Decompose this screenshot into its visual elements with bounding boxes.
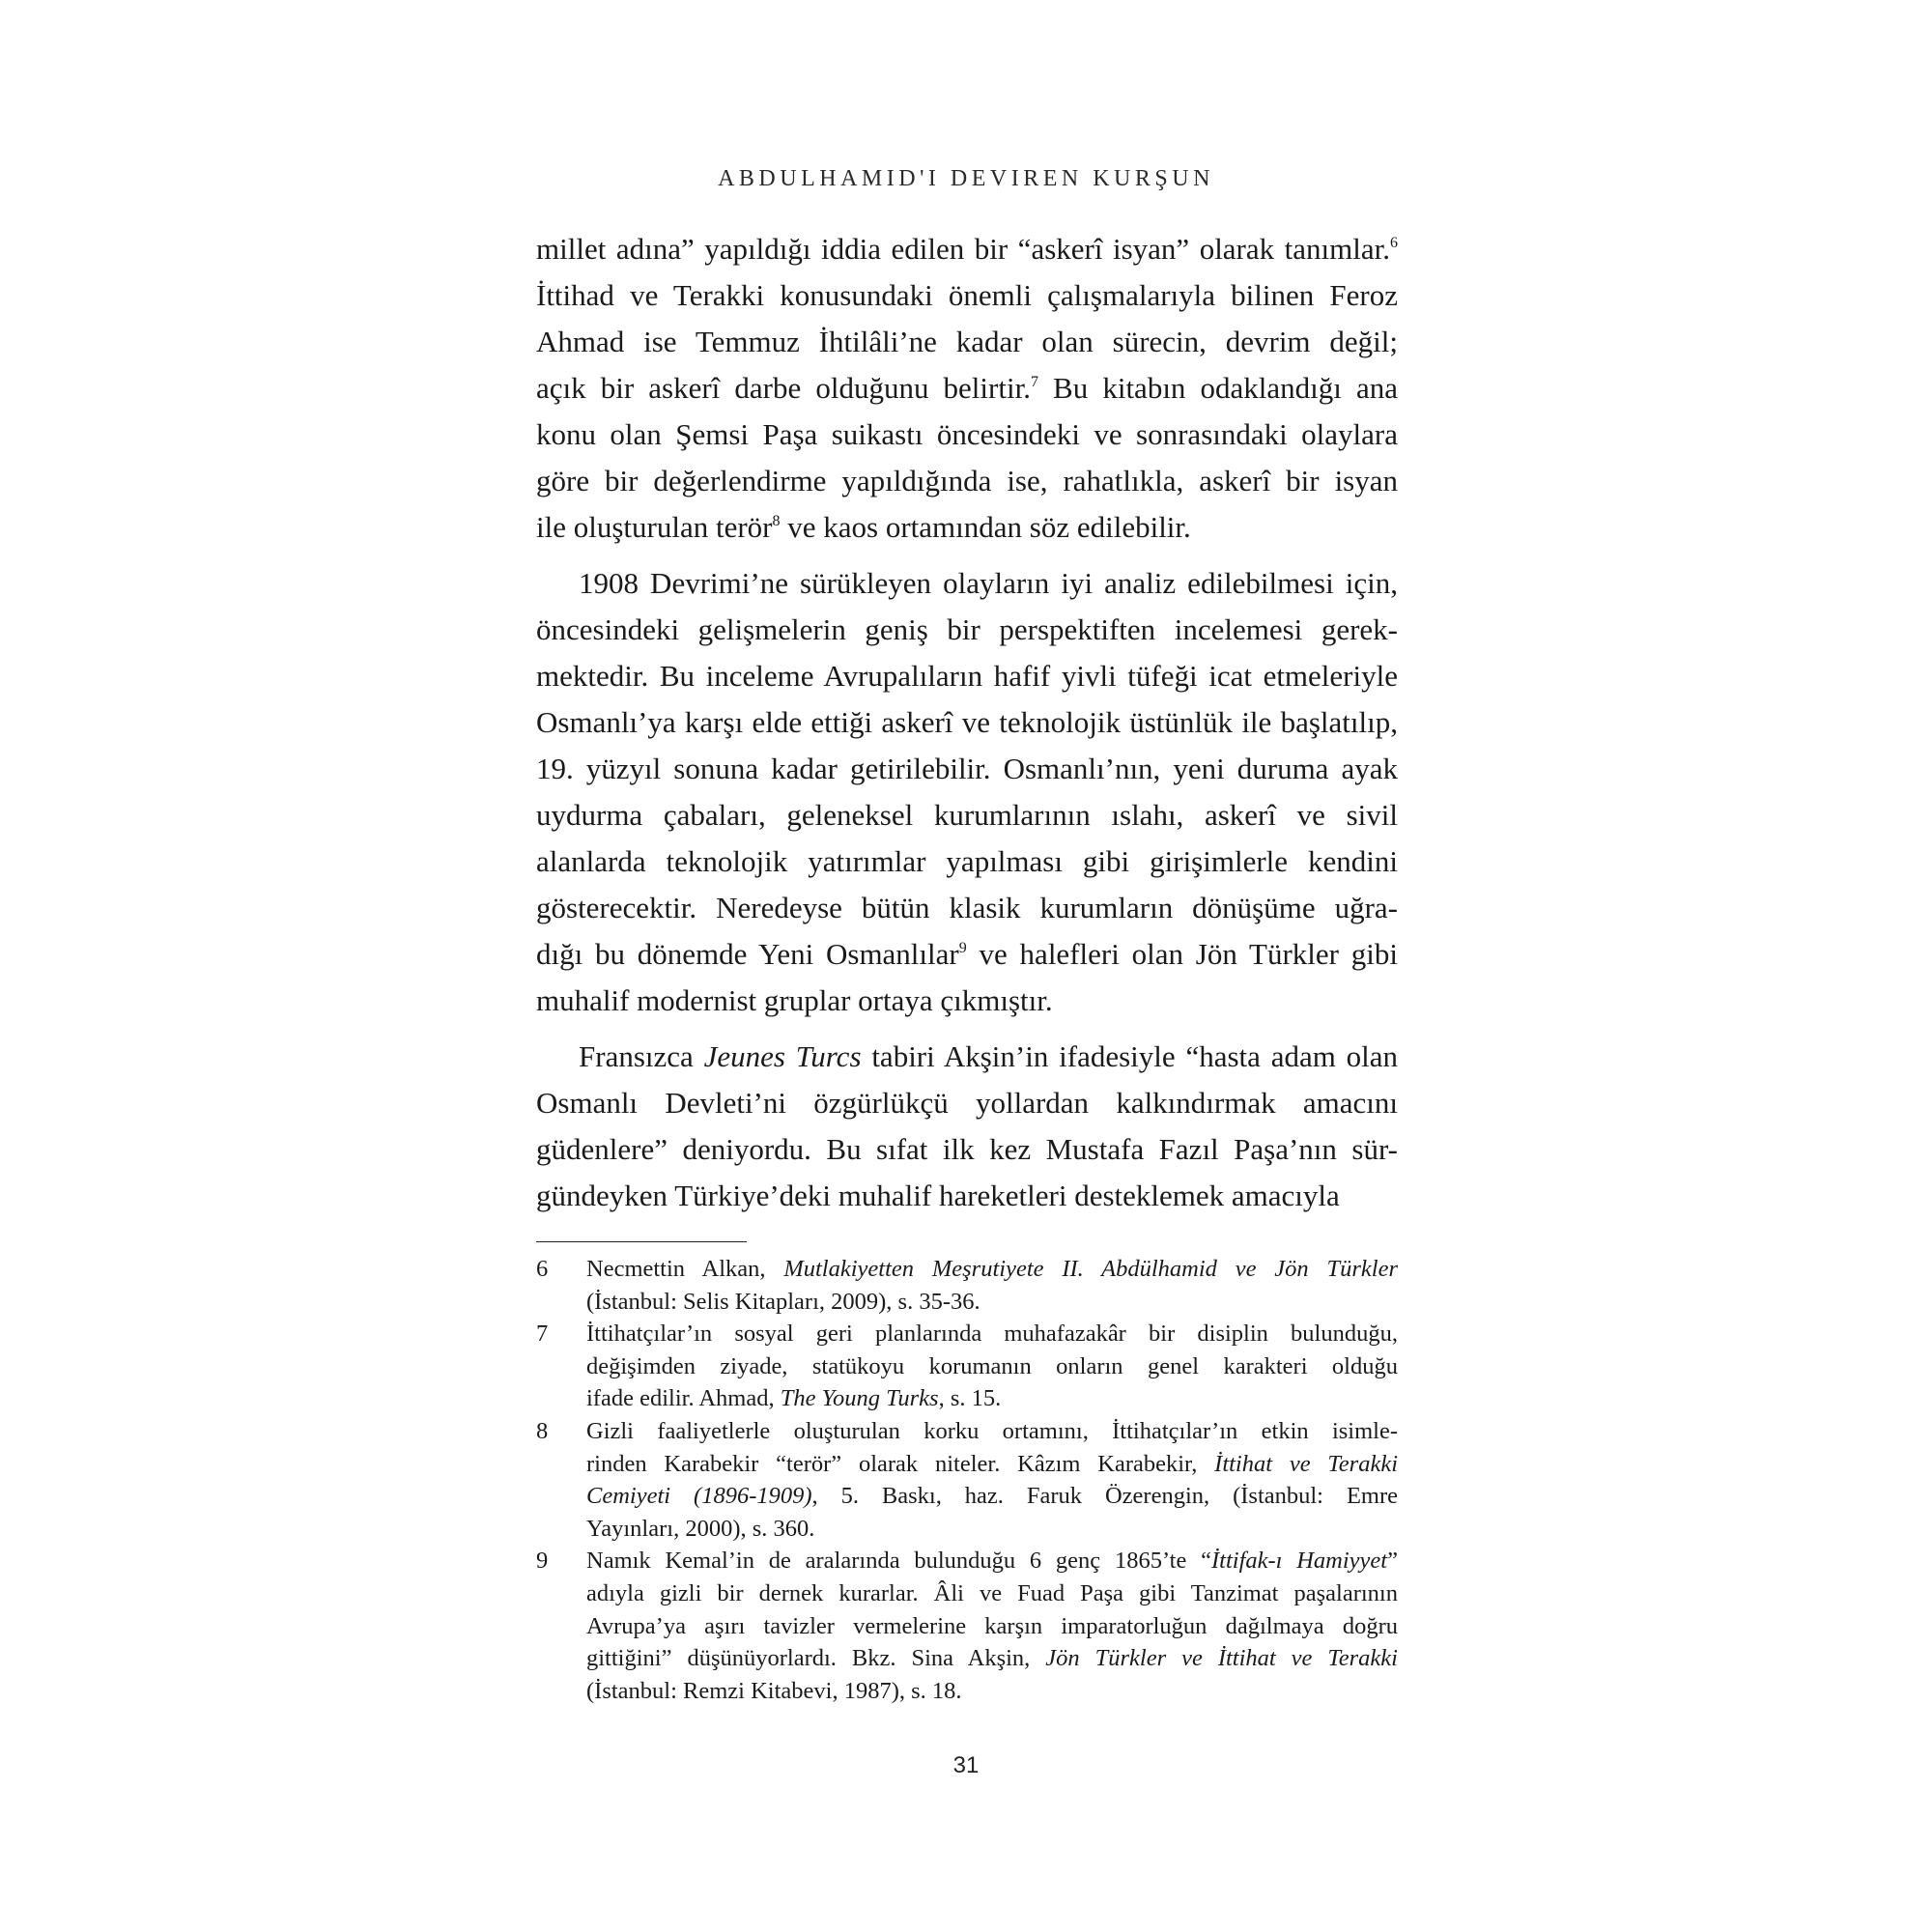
text-run: Ahmad ise Temmuz İhtilâli’ne kadar olan sürecin, devrim değil; (536, 325, 1398, 358)
text-line (586, 1448, 1398, 1481)
footnote-reference[interactable]: 9 (958, 940, 967, 956)
text-run: değişimden ziyade, statükoyu korumanın onların genel karakteri olduğu (586, 1352, 1398, 1379)
text-run: ve kaos ortamından söz edilebilir. (780, 510, 1191, 544)
text-run: (İstanbul: Selis Kitapları, 2009), s. 35-36. (586, 1288, 980, 1315)
text-line (586, 1350, 1398, 1383)
text-run: İttihatçılar’ın sosyal geri planlarında muhafazakâr bir disiplin bulunduğu, (586, 1321, 1398, 1348)
text-run: konu olan Şemsi Paşa suikastı öncesindeki ve sonrasındaki olaylara (536, 417, 1398, 451)
text-line (586, 1415, 1398, 1448)
text-run: ve halefleri olan Jön Türkler gibi (966, 937, 1398, 971)
italic-text: Jön Türkler ve İttihat ve Terakki (1045, 1645, 1398, 1672)
text-line (586, 1513, 1398, 1546)
text-line (536, 1080, 1398, 1126)
text-line (586, 1253, 1398, 1286)
text-run: , s. 15. (938, 1385, 1002, 1412)
text-line (586, 1382, 1398, 1415)
text-line (536, 1034, 1398, 1080)
italic-text: The Young Turks (780, 1385, 939, 1412)
footnote-reference[interactable]: 6 (1390, 235, 1398, 251)
footnote-6 (536, 1253, 1398, 1318)
text-run: göre bir değerlendirme yapıldığında ise, rahatlıkla, askerî bir isyan (536, 464, 1398, 497)
text-run: adıyla gizli bir dernek kurarlar. Âli ve Fuad Paşa gibi Tanzimat paşalarının (586, 1579, 1398, 1606)
text-line (536, 319, 1398, 365)
italic-text: İttihat ve Terakki (1214, 1450, 1398, 1477)
text-run: ifade edilir. Ahmad, (586, 1385, 781, 1412)
text-run: (İstanbul: Remzi Kitabevi, 1987), s. 18. (586, 1677, 962, 1704)
text-run: ile oluşturulan terör (536, 510, 773, 544)
footnote-text (586, 1318, 1398, 1415)
paragraph-1 (536, 226, 1398, 551)
text-run: Yayınları, 2000), s. 360. (586, 1515, 815, 1542)
footnote-9 (536, 1545, 1398, 1707)
body-text (536, 226, 1398, 1219)
text-run: alanlarda teknolojik yatırımlar yapılması gibi girişimlerle kendini (536, 844, 1398, 878)
text-run: dığı bu dönemde Yeni Osmanlılar (536, 937, 959, 971)
text-run: ” (1387, 1548, 1398, 1575)
text-run: gündeyken Türkiye’deki muhalif hareketleri desteklemek amacıyla (536, 1179, 1340, 1212)
text-line (586, 1480, 1398, 1513)
text-line (536, 458, 1398, 504)
text-line (536, 226, 1398, 272)
text-line (536, 272, 1398, 319)
text-run: Avrupa’ya aşırı tavizler vermelerine karşın imparatorluğun dağılmaya doğru (586, 1612, 1398, 1639)
text-run: 1908 Devrimi’ne sürükleyen olayların iyi analiz edilebilmesi için, (579, 566, 1398, 600)
text-run: Bu kitabın odaklandığı ana (1037, 371, 1399, 405)
text-line (586, 1610, 1398, 1643)
page-number: 31 (952, 1752, 980, 1778)
footnote-text (586, 1415, 1398, 1545)
text-run: güdenlere” deniyordu. Bu sıfat ilk kez Mustafa Fazıl Paşa’nın sür- (536, 1132, 1398, 1166)
text-line (586, 1318, 1398, 1350)
text-line (586, 1286, 1398, 1319)
footnote-number: 8 (536, 1417, 549, 1444)
text-line (586, 1545, 1398, 1577)
footnote-7 (536, 1318, 1398, 1415)
text-run: tabiri Akşin’in ifadesiyle “hasta adam olan (861, 1039, 1399, 1073)
text-line (536, 699, 1398, 746)
footnote-number: 7 (536, 1321, 549, 1348)
footnote-reference[interactable]: 7 (1030, 374, 1038, 390)
text-run: öncesindeki gelişmelerin geniş bir perspektiften incelemesi gerek- (536, 612, 1398, 646)
text-run: millet adına” yapıldığı iddia edilen bir “askerî isyan” olarak tanımlar. (536, 232, 1390, 266)
text-line (536, 746, 1398, 792)
text-run: Namık Kemal’in de aralarında bulunduğu 6 genç 1865’te “ (586, 1548, 1211, 1575)
paragraph-2 (536, 560, 1398, 1024)
paragraph-3 (536, 1034, 1398, 1219)
text-run: gösterecektir. Neredeyse bütün klasik kurumların dönüşüme uğra- (536, 891, 1398, 924)
footnote-separator (536, 1241, 747, 1242)
text-run: Fransızca (579, 1039, 704, 1073)
text-line (586, 1675, 1398, 1708)
text-run: gittiğini” düşünüyorlardı. Bkz. Sina Akşin, (586, 1645, 1046, 1672)
text-run: uydurma çabaları, geleneksel kurumlarının ıslahı, askerî ve sivil (536, 798, 1398, 832)
text-line (536, 412, 1398, 458)
italic-text: İttifak-ı Hamiyyet (1210, 1548, 1388, 1575)
text-line (536, 504, 1398, 551)
footnote-text (586, 1545, 1398, 1707)
text-line (536, 607, 1398, 653)
italic-text: Mutlakiyetten Meşrutiyete II. Abdülhamid ve Jön Türkler (783, 1256, 1398, 1282)
text-run: muhalif modernist gruplar ortaya çıkmıştır. (536, 983, 1053, 1017)
text-line (536, 978, 1398, 1024)
footnote-number: 6 (536, 1256, 549, 1282)
italic-text: Jeunes Turcs (703, 1039, 862, 1073)
text-run: mektedir. Bu inceleme Avrupalıların hafif yivli tüfeği icat etmeleriyle (536, 659, 1398, 693)
text-run: Osmanlı Devleti’ni özgürlükçü yollardan kalkındırmak amacını (536, 1086, 1398, 1120)
italic-text: Cemiyeti (1896-1909) (586, 1483, 812, 1510)
running-head: ABDULHAMID'I DEVIREN KURŞUN (718, 166, 1214, 191)
footnote-number: 9 (536, 1548, 549, 1575)
text-line (536, 838, 1398, 885)
text-line (536, 885, 1398, 931)
text-line (536, 931, 1398, 978)
text-run: açık bir askerî darbe olduğunu belirtir. (536, 371, 1031, 405)
text-run: İttihad ve Terakki konusundaki önemli çalışmalarıyla bilinen Feroz (536, 278, 1398, 312)
footnote-text (586, 1253, 1398, 1318)
text-line (536, 653, 1398, 699)
text-line (536, 792, 1398, 838)
footnote-8 (536, 1415, 1398, 1545)
text-line (536, 365, 1398, 412)
text-line (536, 1173, 1398, 1219)
text-run: , 5. Baskı, haz. Faruk Özerengin, (İstanbul: Emre (811, 1483, 1398, 1510)
footnote-reference[interactable]: 8 (772, 513, 781, 529)
text-line (586, 1577, 1398, 1610)
footnotes (536, 1253, 1398, 1707)
text-run: Gizli faaliyetlerle oluşturulan korku ortamını, İttihatçılar’ın etkin isimle- (586, 1417, 1398, 1444)
text-run: Osmanlı’ya karşı elde ettiği askerî ve teknolojik üstünlük ile başlatılıp, (536, 705, 1398, 739)
text-run: 19. yüzyıl sonuna kadar getirilebilir. Osmanlı’nın, yeni duruma ayak (536, 752, 1398, 785)
text-line (586, 1642, 1398, 1675)
text-line (536, 560, 1398, 607)
text-line (536, 1126, 1398, 1173)
text-run: rinden Karabekir “terör” olarak niteler. Kâzım Karabekir, (586, 1450, 1215, 1477)
text-run: Necmettin Alkan, (586, 1256, 784, 1282)
